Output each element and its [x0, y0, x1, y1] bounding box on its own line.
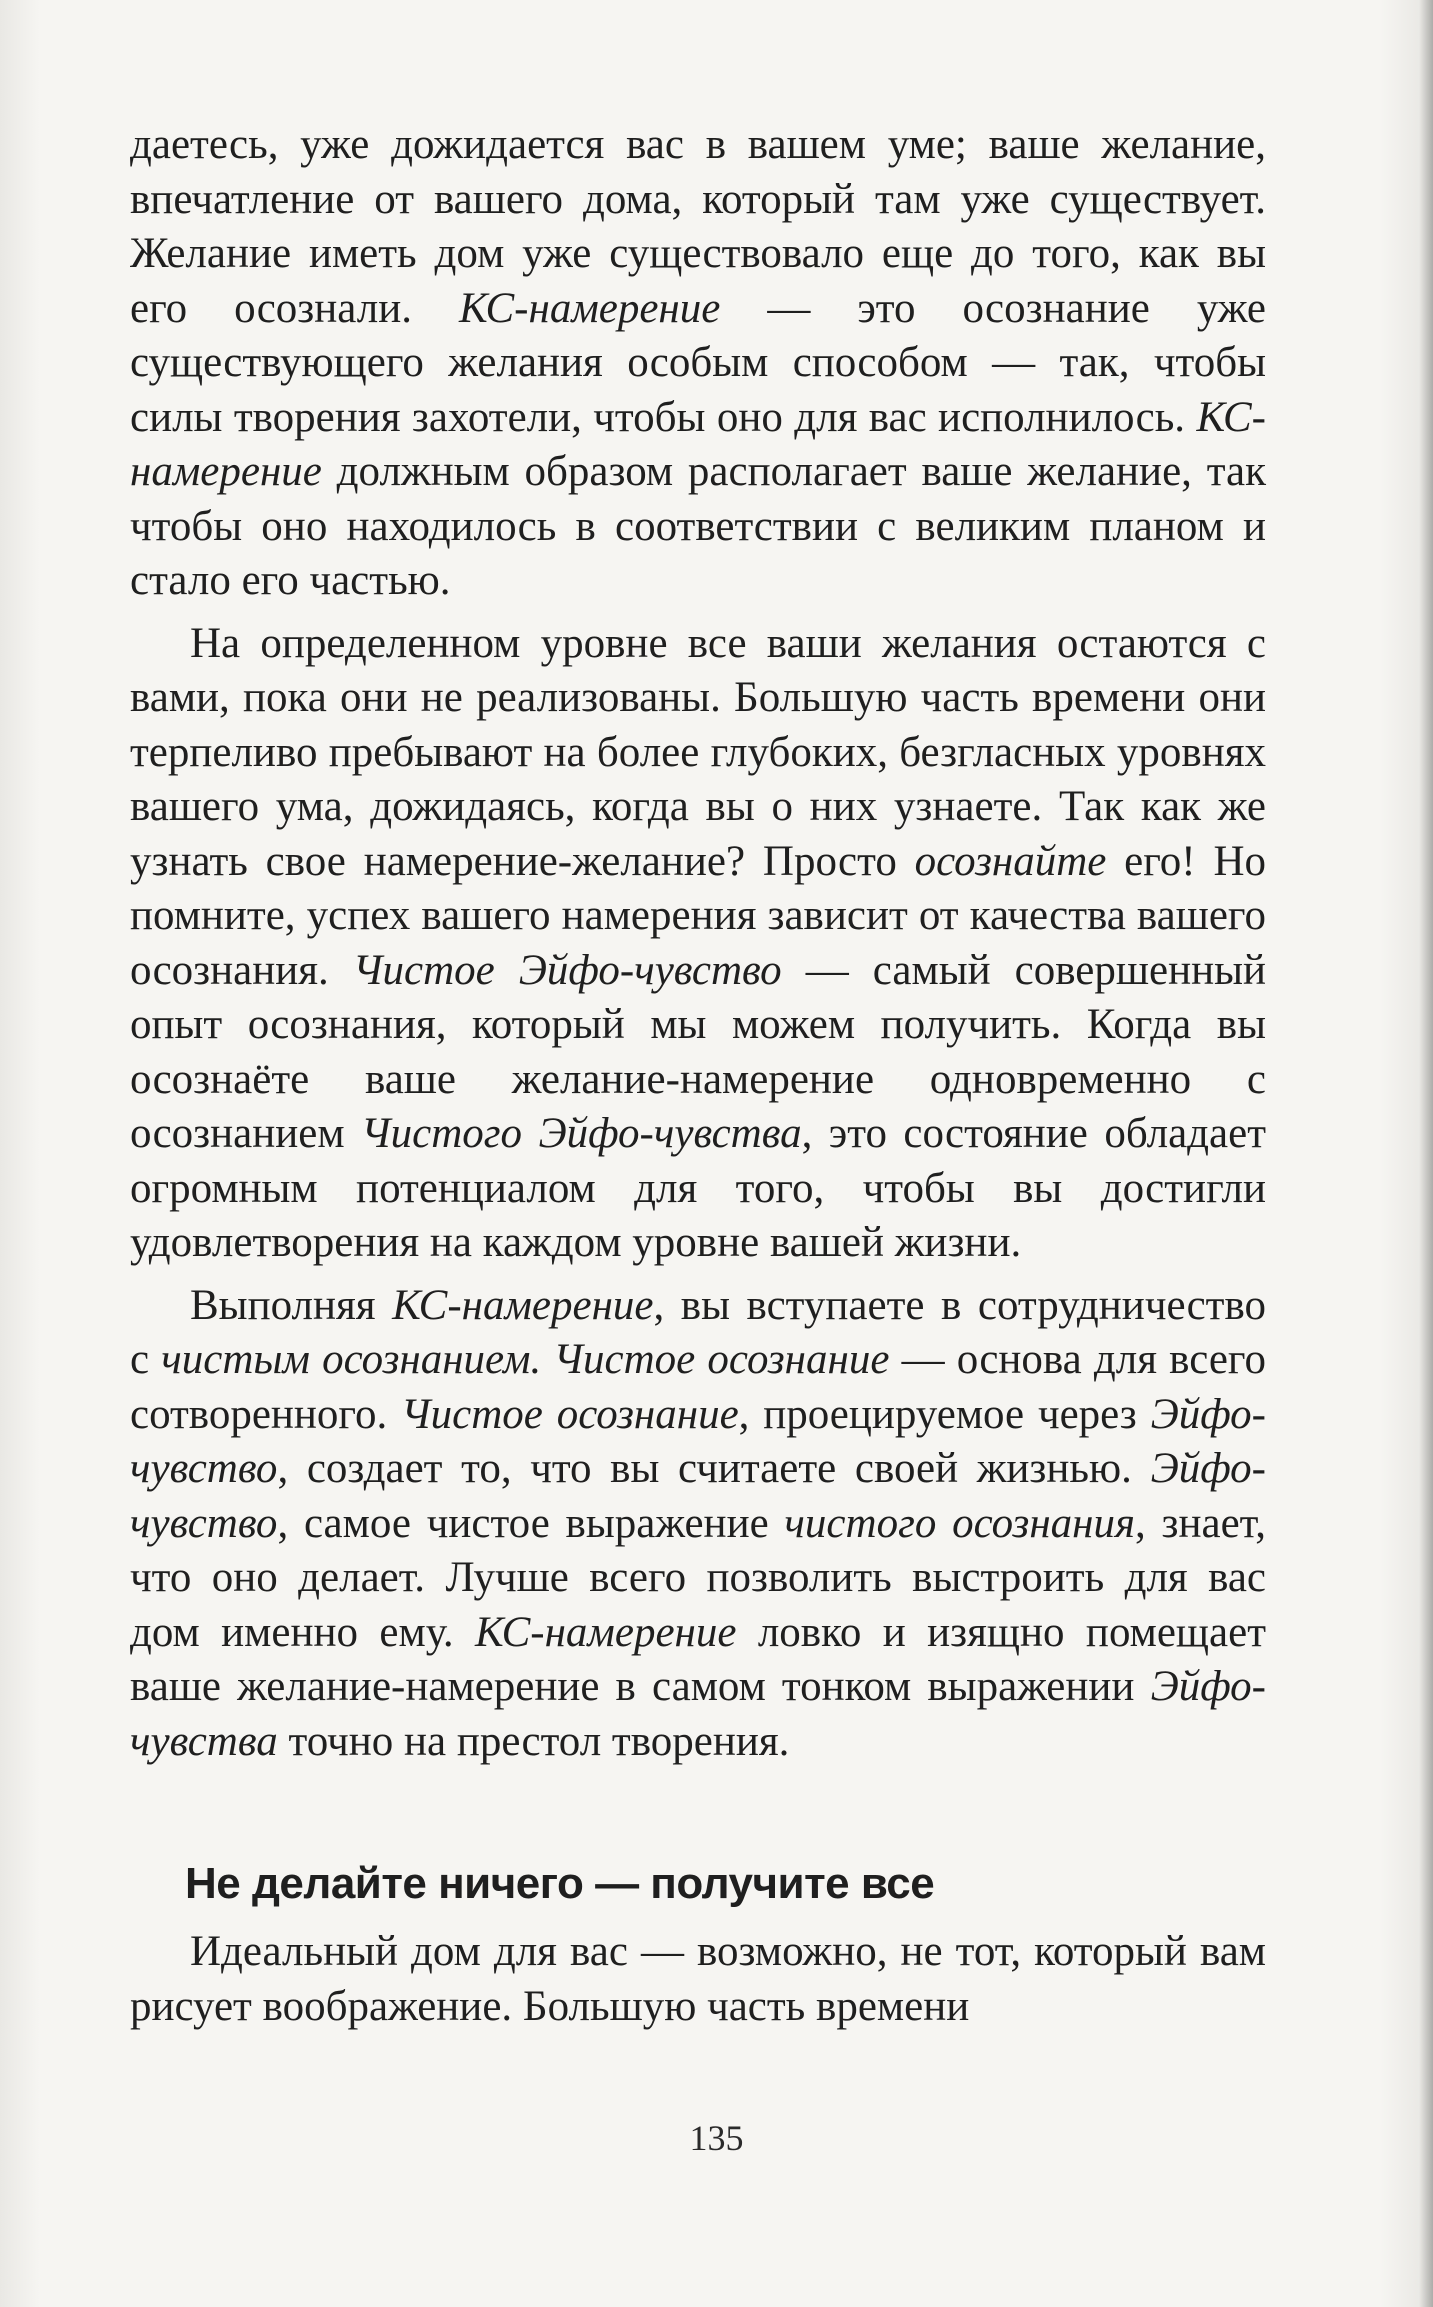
- italic-term: чистого осознания: [784, 1499, 1135, 1547]
- paragraph-3: [130, 1279, 1266, 1770]
- page-number: 135: [689, 2118, 744, 2158]
- section-heading: Не делайте ничего — получите все: [185, 1859, 935, 1908]
- italic-term: Чистого Эйфо-чувства: [360, 1110, 802, 1157]
- text-run: — основа для всего сотворенного.: [130, 1336, 1266, 1438]
- italic-term: чистым осознанием. Чистое осознание: [161, 1336, 890, 1383]
- italic-term: Чистое осознание: [401, 1390, 739, 1438]
- paragraph-1: [130, 118, 1266, 609]
- text-run: должным образом располагает ваше желание, так чтобы оно находилось в соответствии с великим планом и стало его частью.: [130, 448, 1266, 604]
- text-run: даетесь, уже дожидается вас в вашем уме; ваше желание, впечатление от вашего дома, который там уже существует. Желание иметь дом уже существовало еще до того, как вы его осознали.: [130, 121, 1266, 332]
- italic-term: осознайте: [914, 837, 1107, 885]
- text-run: — самый совершенный опыт осознания, который мы можем получить. Когда вы осознаёте ваше желание-намерение одновременно с осознанием: [130, 946, 1266, 1157]
- text-run: , создает то, что вы считаете своей жизнью.: [277, 1445, 1151, 1492]
- text-run: , знает, что оно делает. Лучше всего позволить выстроить для вас дом именно ему.: [130, 1499, 1266, 1656]
- italic-term: Эйфо-чувство: [130, 1390, 1266, 1492]
- text-run: , самое чистое выражение: [277, 1499, 785, 1547]
- italic-term: Эйфо-чувства: [130, 1663, 1266, 1765]
- text-run: Выполняя: [190, 1281, 393, 1329]
- page-edge-shadow: [1419, 0, 1433, 2307]
- text-run: точно на престол творения.: [277, 1717, 790, 1765]
- body-text: [130, 118, 1266, 2034]
- text-run: ловко и изящно помещает ваше желание-намерение в самом тонком выражении: [130, 1608, 1266, 1710]
- text-run: — это осознание уже существующего желания особым способом — так, чтобы силы творения захотели, чтобы оно для вас исполнилось.: [130, 284, 1266, 441]
- text-run: , это состояние обладает огромным потенциалом для того, чтобы вы достигли удовлетворения на каждом уровне вашей жизни.: [130, 1110, 1267, 1266]
- text-run: На определенном уровне все ваши желания остаются с вами, пока они не реализованы. Большую часть времени они терпеливо пребывают на более глубоких, безгласных уровнях вашего ума, дожидаясь, когда вы о них узнаете. Так как же узнать свое намерение-желание? Просто: [130, 619, 1266, 885]
- italic-term: КС-намерение: [392, 1281, 654, 1329]
- paragraph-2: [130, 617, 1266, 1271]
- text-run: , проецируемое через: [738, 1390, 1151, 1438]
- italic-term: КС-намерение: [130, 393, 1266, 495]
- italic-term: Эйфо-чувство: [130, 1445, 1266, 1547]
- italic-term: КС-намерение: [475, 1608, 737, 1656]
- text-run: , вы вступаете в сотрудничество с: [130, 1281, 1266, 1383]
- paragraph-4: Идеальный дом для вас — возможно, не тот, который вам рисует воображение. Большую часть времени: [130, 1928, 1266, 2030]
- italic-term: Чистое Эйфо-чувство: [352, 946, 782, 994]
- text-run: его! Но помните, успех вашего намерения зависит от качества вашего осознания.: [130, 837, 1266, 994]
- italic-term: КС-намерение: [458, 284, 721, 332]
